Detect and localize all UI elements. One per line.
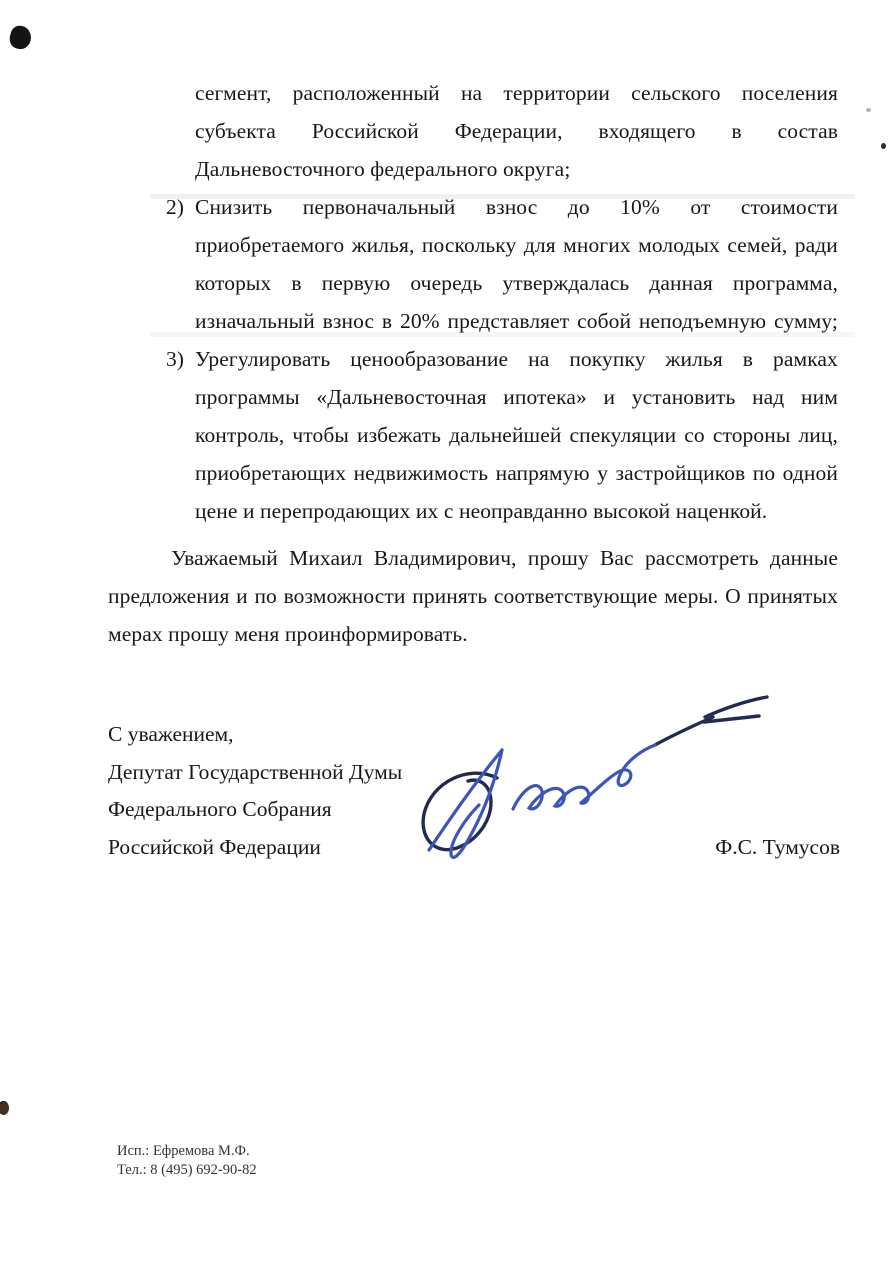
text-line: программы «Дальневосточная ипотека» и установить над ним <box>195 385 838 409</box>
text-line: приобретаемого жилья, поскольку для многих молодых семей, ради <box>195 233 838 257</box>
signoff-regards: С уважением, <box>108 722 234 746</box>
ink-dot-icon <box>0 1101 9 1115</box>
speck-icon <box>881 143 886 149</box>
list-item-2 <box>166 188 838 340</box>
signoff-title-1: Депутат Государственной Думы <box>108 759 403 784</box>
footer-block <box>117 1142 257 1180</box>
text-line: предложения и по возможности принять соответствующие меры. О принятых <box>108 584 838 608</box>
signatory-name: Ф.С. Тумусов <box>715 835 840 859</box>
text-line: Дальневосточного федерального округа; <box>195 157 571 181</box>
ink-blot-icon <box>8 24 33 51</box>
signoff-block <box>108 716 402 866</box>
text-line: сегмент, расположенный на территории сельского поселения <box>195 81 838 105</box>
text-line: Урегулировать ценообразование на покупку жилья в рамках <box>195 347 838 371</box>
list-number: 3) <box>166 347 184 371</box>
text-line: Снизить первоначальный взнос до 10% от стоимости <box>195 195 838 219</box>
text-line: субъекта Российской Федерации, входящего в состав <box>195 119 838 143</box>
list-number: 2) <box>166 195 184 219</box>
list-item-continuation <box>195 74 838 188</box>
closing-request-paragraph <box>108 539 838 653</box>
speck-icon <box>866 108 871 112</box>
first-line-indent <box>108 564 160 565</box>
text-line: контроль, чтобы избежать дальнейшей спекуляции со стороны лиц, <box>195 423 838 447</box>
signoff-title-2: Федерального Собрания <box>108 797 332 821</box>
signoff-title-3: Российской Федерации <box>108 834 321 859</box>
text-line: приобретающих недвижимость напрямую у застройщиков по одной <box>195 461 838 485</box>
text-line: мерах прошу меня проинформировать. <box>108 622 468 646</box>
footer-phone: Тел.: 8 (495) 692-90-82 <box>117 1162 257 1178</box>
footer-executor: Исп.: Ефремова М.Ф. <box>117 1143 250 1159</box>
text-line: цене и перепродающих их с неоправданно высокой наценкой. <box>195 499 768 523</box>
text-line: Уважаемый Михаил Владимирович, прошу Вас рассмотреть данные <box>108 539 838 577</box>
text-line: изначальный взнос в 20% представляет собой неподъемную сумму; <box>195 309 838 333</box>
text-line: которых в первую очередь утверждалась данная программа, <box>195 271 838 295</box>
list-item-3 <box>166 340 838 530</box>
